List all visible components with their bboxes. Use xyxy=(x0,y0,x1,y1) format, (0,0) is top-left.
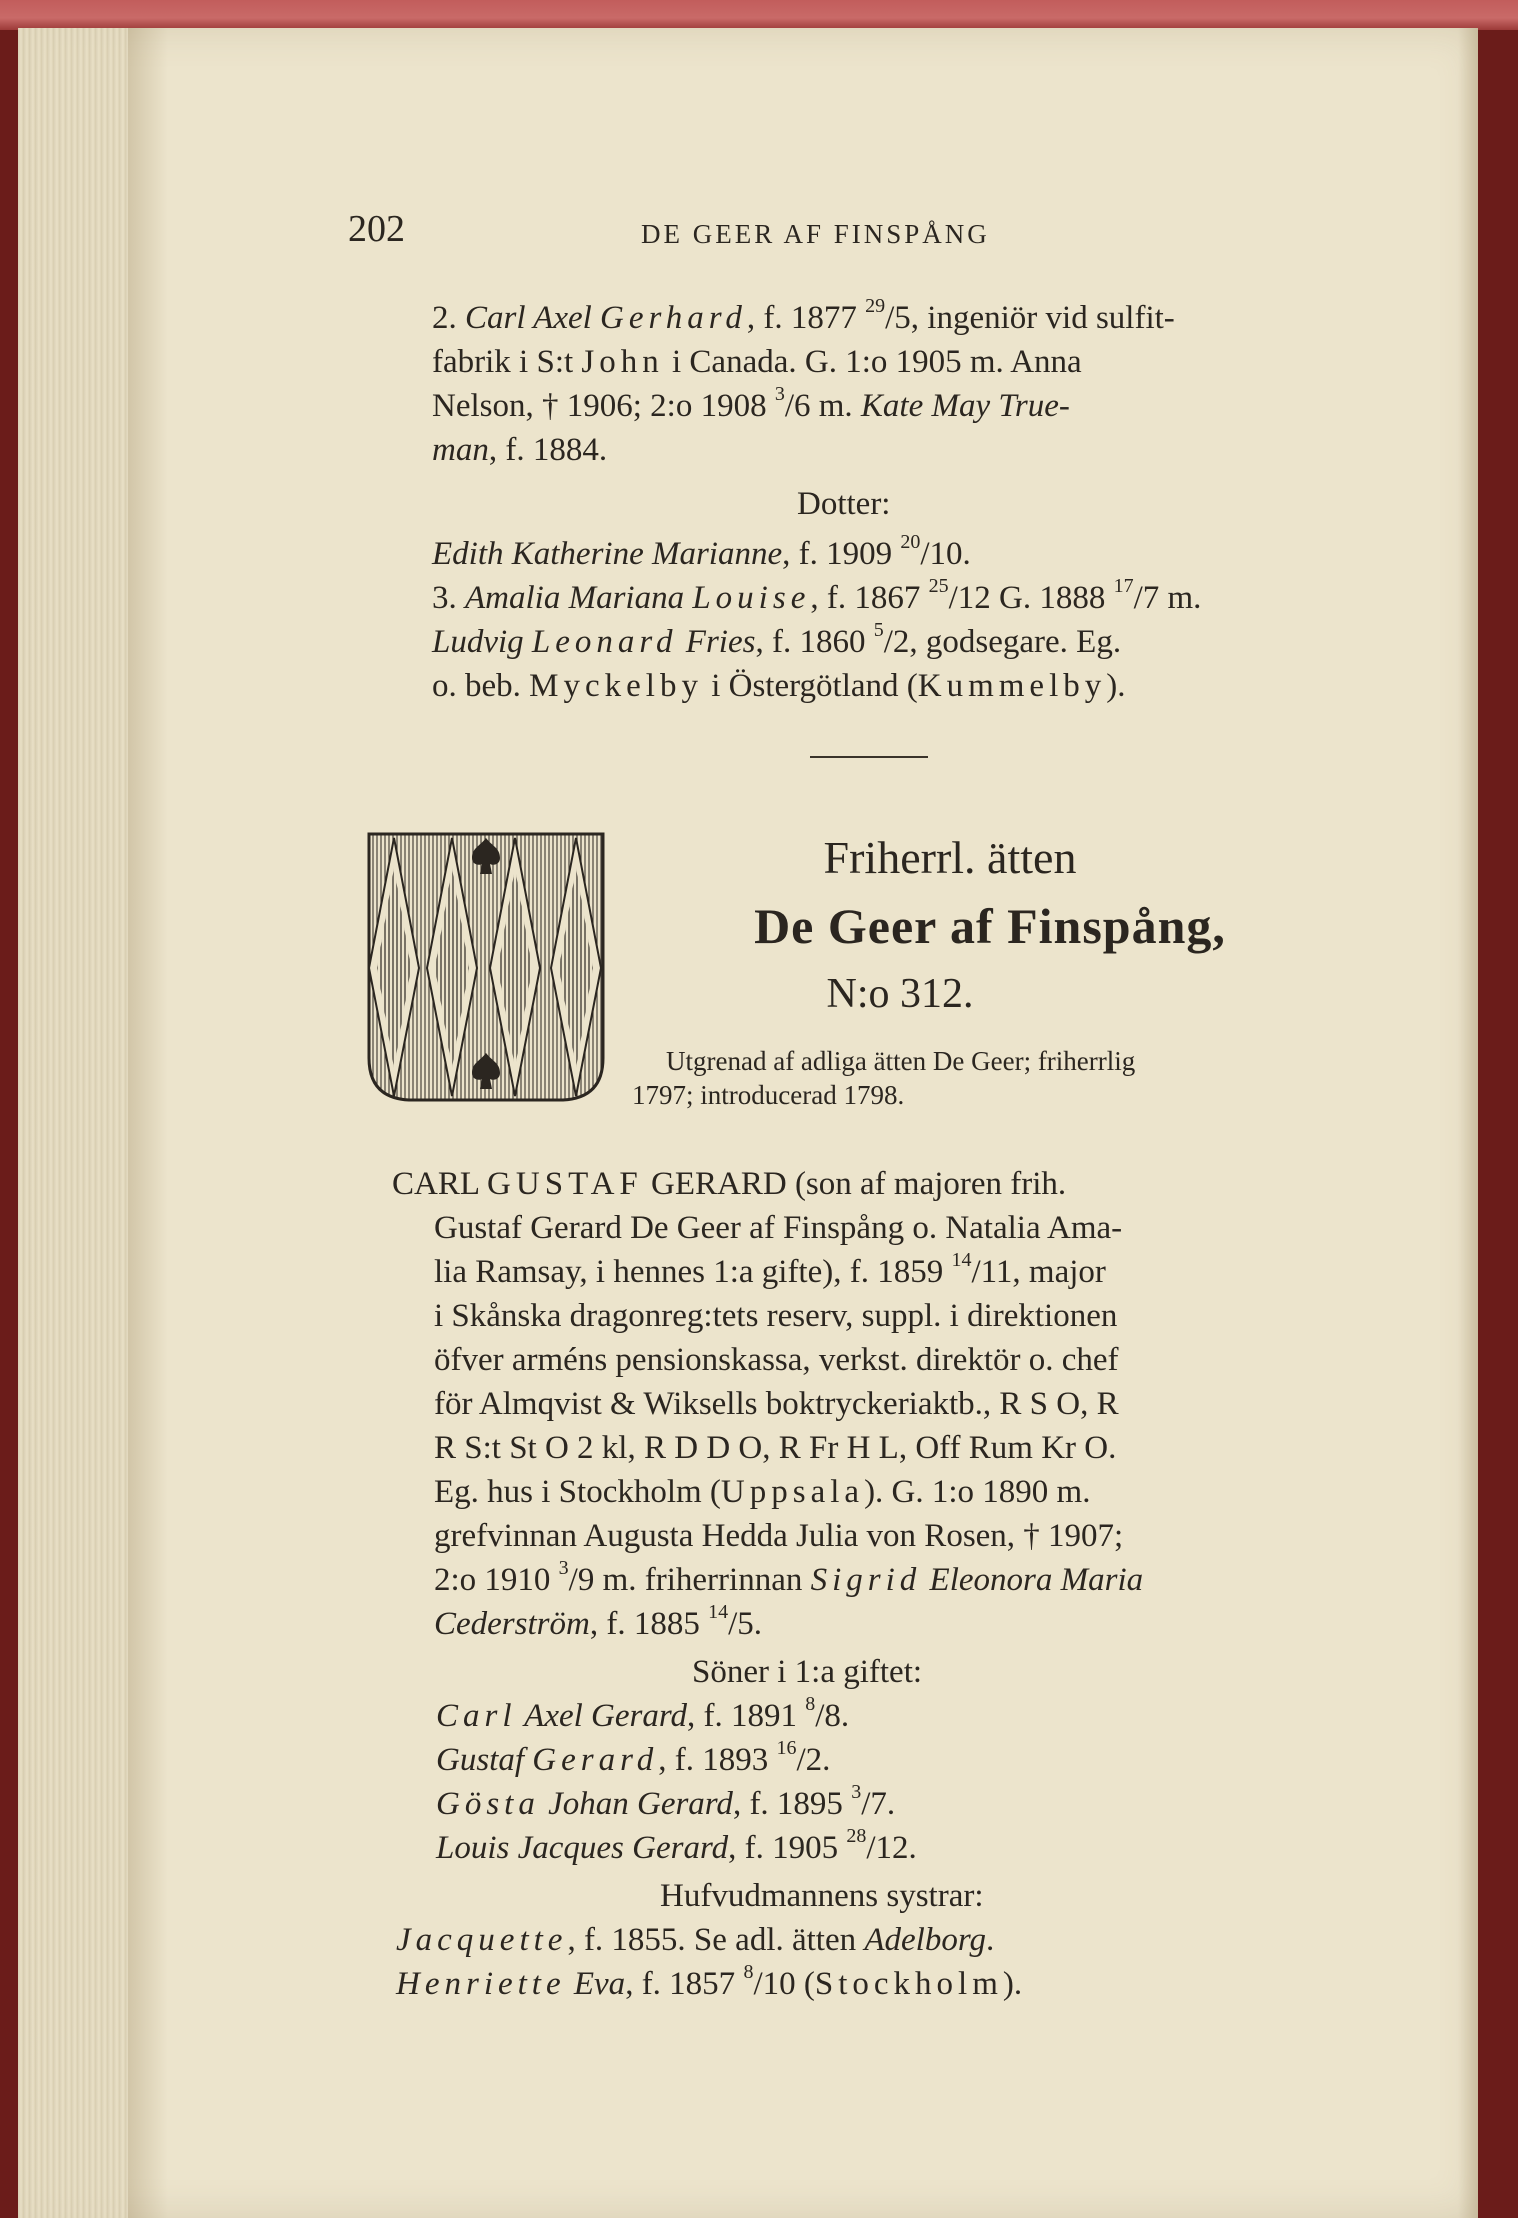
page-spine-shadow xyxy=(128,28,168,2218)
subheading-soner: Söner i 1:a giftet: xyxy=(692,1654,923,1690)
sibling-entry: Henriette Eva, f. 1857 $^8$/10 (Stockholm). xyxy=(396,1961,1023,2002)
entry-line: i Skånska dragonreg:tets reserv, suppl. i direktionen xyxy=(434,1298,1118,1334)
page-edges xyxy=(18,28,128,2218)
coat-of-arms-icon xyxy=(363,828,609,1108)
section-title-line2: De Geer af Finspång, xyxy=(754,898,1226,954)
entry-line: grefvinnan Augusta Hedda Julia von Rosen, † 1907; xyxy=(434,1518,1124,1554)
entry-line: för Almqvist & Wiksells boktryckeriaktb., R S O, R xyxy=(434,1386,1119,1422)
book-cover-edge xyxy=(0,0,1518,30)
section-note: Utgrenad af adliga ätten De Geer; friherrlig xyxy=(666,1046,1136,1076)
entry-line: 2:o 1910 $^3$/9 m. friherrinnan Sigrid Eleonora Maria xyxy=(434,1557,1144,1598)
entry-line: man, f. 1884. xyxy=(432,432,608,468)
section-number: N:o 312. xyxy=(826,971,974,1017)
entry-line: 3. Amalia Mariana Louise, f. 1867 $^{25}$/12 G. 1888 $^{17}$/7 m. xyxy=(432,575,1202,616)
entry-line: Eg. hus i Stockholm (Uppsala). G. 1:o 1890 m. xyxy=(434,1474,1091,1510)
entry-line: Edith Katherine Marianne, f. 1909 $^{20}$/10. xyxy=(432,531,971,572)
entry-line: Cederström, f. 1885 $^{14}$/5. xyxy=(434,1601,763,1642)
page-right-edge xyxy=(1458,28,1478,2218)
section-note: 1797; introducerad 1798. xyxy=(632,1080,905,1110)
child-entry: Louis Jacques Gerard, f. 1905 $^{28}$/12. xyxy=(436,1825,917,1866)
subheading-systrar: Hufvudmannens systrar: xyxy=(660,1878,984,1914)
running-title: DE GEER AF FINSPÅNG xyxy=(641,219,990,249)
entry-line: Gustaf Gerard De Geer af Finspång o. Natalia Ama- xyxy=(434,1210,1123,1246)
entry-line: 2. Carl Axel Gerhard, f. 1877 $^{29}$/5, ingeniör vid sulfit- xyxy=(432,295,1175,336)
entry-line: Nelson, † 1906; 2:o 1908 $^3$/6 m. Kate May True- xyxy=(432,383,1070,424)
entry-line: Ludvig Leonard Fries, f. 1860 $^5$/2, godsegare. Eg. xyxy=(432,619,1122,660)
child-entry: Gösta Johan Gerard, f. 1895 $^3$/7. xyxy=(436,1781,896,1822)
entry-line: o. beb. Myckelby i Östergötland (Kummelby). xyxy=(432,668,1126,704)
subheading-dotter: Dotter: xyxy=(797,486,891,522)
sibling-entry: Jacquette, f. 1855. Se adl. ätten Adelborg. xyxy=(396,1922,995,1958)
child-entry: Carl Axel Gerard, f. 1891 $^8$/8. xyxy=(436,1693,850,1734)
entry-line: CARL GUSTAF GERARD (son af majoren frih. xyxy=(392,1166,1067,1202)
entry-line: lia Ramsay, i hennes 1:a gifte), f. 1859 $^{14}$/11, major xyxy=(434,1249,1106,1290)
entry-line: R S:t St O 2 kl, R D D O, R Fr H L, Off Rum Kr O. xyxy=(434,1430,1117,1466)
child-entry: Gustaf Gerard, f. 1893 $^{16}$/2. xyxy=(436,1737,831,1778)
entry-line: fabrik i S:t John i Canada. G. 1:o 1905 m. Anna xyxy=(432,344,1082,380)
section-title-line1: Friherrl. ätten xyxy=(823,832,1077,883)
section-divider xyxy=(810,756,928,758)
entry-line: öfver arméns pensionskassa, verkst. direktör o. chef xyxy=(434,1342,1119,1378)
page-number: 202 xyxy=(348,208,405,250)
